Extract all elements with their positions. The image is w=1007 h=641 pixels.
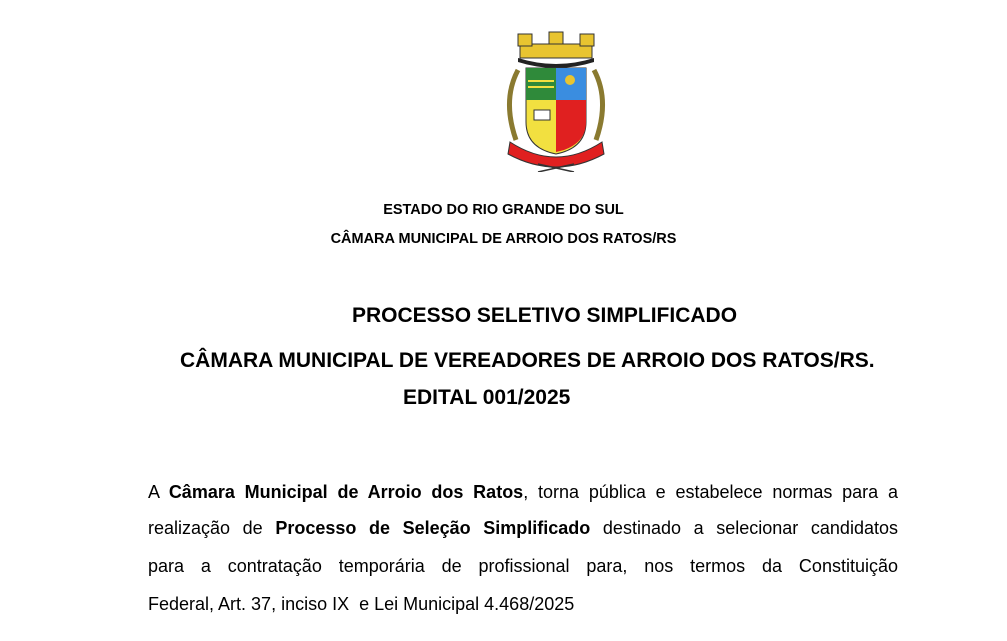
chamber-heading: CÂMARA MUNICIPAL DE ARROIO DOS RATOS/RS	[330, 231, 677, 247]
text: , torna pública e estabelece normas para a	[523, 482, 898, 502]
title-line-2: CÂMARA MUNICIPAL DE VEREADORES DE ARROIO DOS RATOS/RS.	[180, 349, 875, 372]
title-line-1: PROCESSO SELETIVO SIMPLIFICADO	[352, 304, 738, 327]
body-paragraph-line	[148, 482, 898, 503]
body-paragraph-line: para a contratação temporária de profissional para, nos termos da Constituição	[148, 556, 898, 576]
text: realização de	[148, 518, 276, 538]
crown-icon	[518, 32, 594, 68]
municipal-coat-of-arms	[498, 30, 614, 172]
text: destinado a selecionar candidatos	[590, 518, 898, 538]
body-paragraph-line	[148, 518, 898, 539]
state-heading: ESTADO DO RIO GRANDE DO SUL	[383, 202, 624, 218]
bold-text: Processo de Seleção Simplificado	[275, 518, 591, 538]
text: A	[148, 482, 169, 502]
bold-text: Câmara Municipal de Arroio dos Ratos	[168, 482, 524, 502]
body-paragraph-line: Federal, Art. 37, inciso IX e Lei Municipal 4.468/2025	[148, 594, 575, 614]
edital-number: EDITAL 001/2025	[403, 386, 571, 409]
